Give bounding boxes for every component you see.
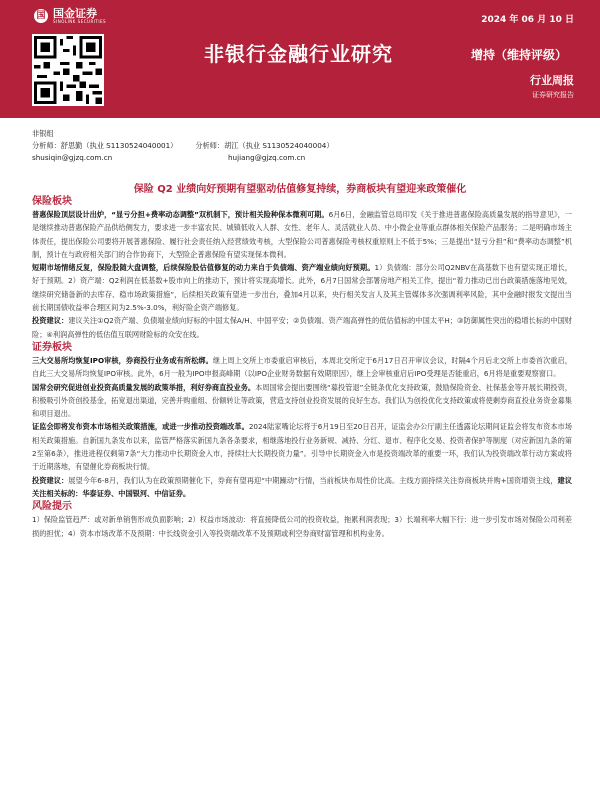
- section-heading-securities: 证券板块: [32, 341, 72, 353]
- analyst-emails: [32, 152, 334, 164]
- insurance-p2-lead: 短期市场情绪反复，保险股随大盘调整，后续保险股估值修复的动力来自于负债端、资产端业绩向好预期。: [32, 263, 375, 273]
- analyst-group: 非银组: [32, 129, 54, 138]
- securities-paragraph-4: [32, 474, 572, 501]
- insurance-paragraph-1: [32, 208, 572, 261]
- insurance-p3-lead: 投资建议：: [32, 316, 69, 326]
- report-body: [32, 195, 572, 540]
- main-headline: 保险 Q2 业绩向好预期有望驱动估值修复持续，券商板块有望迎来政策催化: [133, 184, 467, 195]
- analyst-2-email: hujiang@gjzq.com.cn: [228, 153, 306, 162]
- securities-p2-text: 本周国常会提出要围绕“募投管退”全链条优化支持政策，鼓励保险资金、社保基金等开展长期投资，积极吸引外资创投基金，拓宽退出渠道，完善并购重组、份额转让等政策，营造支持创业投资发展的良好生态。我们认为创投优化支持政策或将使剩券商直投业务资金募集和项目退出。: [32, 382, 572, 419]
- logo-emblem-icon: 国: [34, 9, 48, 23]
- insurance-p1-lead: 普惠保险顶层设计出炉，“显亏分担+费率动态调整”双机制下，预计相关险种保本微利可期。: [32, 210, 329, 219]
- analyst-info: [32, 128, 334, 164]
- securities-paragraph-1: [32, 354, 572, 381]
- analyst-1-email: shusiqin@gjzq.com.cn: [32, 153, 113, 162]
- securities-p4-recommendation: 建议关注相关标的：华泰证券、中国银河、中信证券。: [32, 475, 572, 498]
- risk-paragraph: 1）保险监管趋严：或对新单销售形成负面影响；2）权益市场波动：将直接降低公司的投资收益，拖累利润表现；3）长端利率大幅下行：进一步引发市场对保险公司利差损的担忧；4）资本市场改革不及预期：中长线资金引入等投资端改革不及预期或利空券商财富管理和机构业务。: [32, 515, 572, 538]
- report-subtype: 证券研究报告: [532, 91, 574, 99]
- industry-rating: 增持（维持评级）: [471, 48, 568, 62]
- insurance-paragraph-2: [32, 261, 572, 314]
- securities-p1-text: 继上周上交所上市委重启审核后，本周北交所定于6月17日召开审议会议，时隔4个月后北交所上市委首次重启，自此三大交易所均恢复IPO审核。此外，6月一般为IPO申报高峰期（以IPO企业财务数据有效期原因），继上会审核重启后IPO受理是否能重启，6月将是重要观察窗口。: [32, 355, 572, 379]
- securities-paragraph-3: [32, 420, 572, 473]
- qr-code-icon: [32, 34, 104, 106]
- securities-p1-lead: 三大交易所均恢复IPO审核，券商投行业务或有所松绑。: [32, 355, 213, 365]
- securities-p4-lead: 投资建议：: [32, 475, 69, 485]
- analyst-2: 分析师：胡江（执业 S1130524040004）: [195, 141, 334, 150]
- logo-english-name: SINOLINK SECURITIES: [53, 19, 107, 24]
- securities-p2-lead: 国常会研究促进创业投资高质量发展的政策举措，利好券商直投业务。: [32, 382, 256, 392]
- report-type: 行业周报: [530, 74, 574, 87]
- section-heading-risk: 风险提示: [32, 501, 72, 513]
- insurance-p3-text: 建议关注①Q2资产端、负债端业绩向好标的中国太保A/H、中国平安；②负债端、资产端高弹性的低估值标的中国太平H；③防御属性突出的稳增长标的中国财险；④利润高弹性的低估值互联网财险标的众安在线。: [32, 316, 572, 339]
- analyst-1: 分析师：舒思勤（执业 S1130524040001）: [32, 141, 178, 150]
- securities-p3-text: 2024陆家嘴论坛将于6月19日至20日召开，证监会办公厅副主任透露论坛期间证监会将发布资本市场相关政策措施。自新国九条发布以来，监管严格落实新国九条各条要求，相继落地投行业务新规、减持、分红、退市、程序化交易、投资者保护等制度（对应新国九条的第2至第6条），推进进程仅剩第7条“大力推动中长期资金入市，持续壮大长期投资力量”。引导中长期资金入市是投资端改革的重要一环，我们认为投资端改革行动方案或将于近期落地，有望催化券商板块行情。: [32, 422, 572, 472]
- company-logo: [34, 8, 106, 24]
- securities-p3-lead: 证监会即将发布资本市场相关政策措施，或进一步推动投资端改革。: [32, 422, 249, 432]
- analyst-names: [32, 140, 334, 152]
- section-heading-insurance: 保险板块: [32, 196, 72, 207]
- insurance-paragraph-3: [32, 314, 572, 341]
- securities-p4-text: 展望今年6-8月，我们认为在政策预期催化下，券商有望再迎“中期躁动”行情，当前板块布局性价比高。主线方面持续关注券商板块并购+国资增资主线，: [68, 475, 558, 485]
- securities-paragraph-2: [32, 381, 572, 421]
- report-title: 非银行金融行业研究: [204, 42, 393, 66]
- insurance-p2-text: 1）负债端：部分公司Q2NBV在高基数下也有望实现正增长，好于预期。2）资产端：Q2利润在低基数+股市向上的推动下，预计将实现高增长。此外，6月7日国常会部署房地产相关工作，提出“着力推动已出台政策措施落地见效，继续研究储备新的去库存、稳市场政策措施”，后续相关政策有望进一步出台，叠加4月以来，央行相关发言人及其主管媒体多次强调利率风险，其中金融时报发文提出当前长期国债收益率合理区间为2.5%-3.0%，利好险企资产端修复。: [32, 263, 572, 313]
- report-header: [0, 0, 600, 118]
- logo-name: 国金证券: [53, 7, 97, 20]
- insurance-p1-text: 6月6日，金融监管总局印发《关于推进普惠保险高质量发展的指导意见》，一是继续推动普惠保险产品供给侧发力，要求进一步丰富农民、城镇低收入人群、女性、老年人、灵活就业人员、中小微企业等重点群体相关保险产品服务；二是明确市场主体责任，提出保险公司要将开展普惠保险、履行社会责任纳入经营绩效考核，大型保险公司普惠保险考核权重原则上不低于5%；三是提出“显亏分担”和“费率动态调整”机制，预计在与政府相关部门的合作协商下，大型险企普惠保险有望实现保本微利。: [32, 210, 572, 259]
- report-date: 2024 年 06 月 10 日: [481, 15, 574, 25]
